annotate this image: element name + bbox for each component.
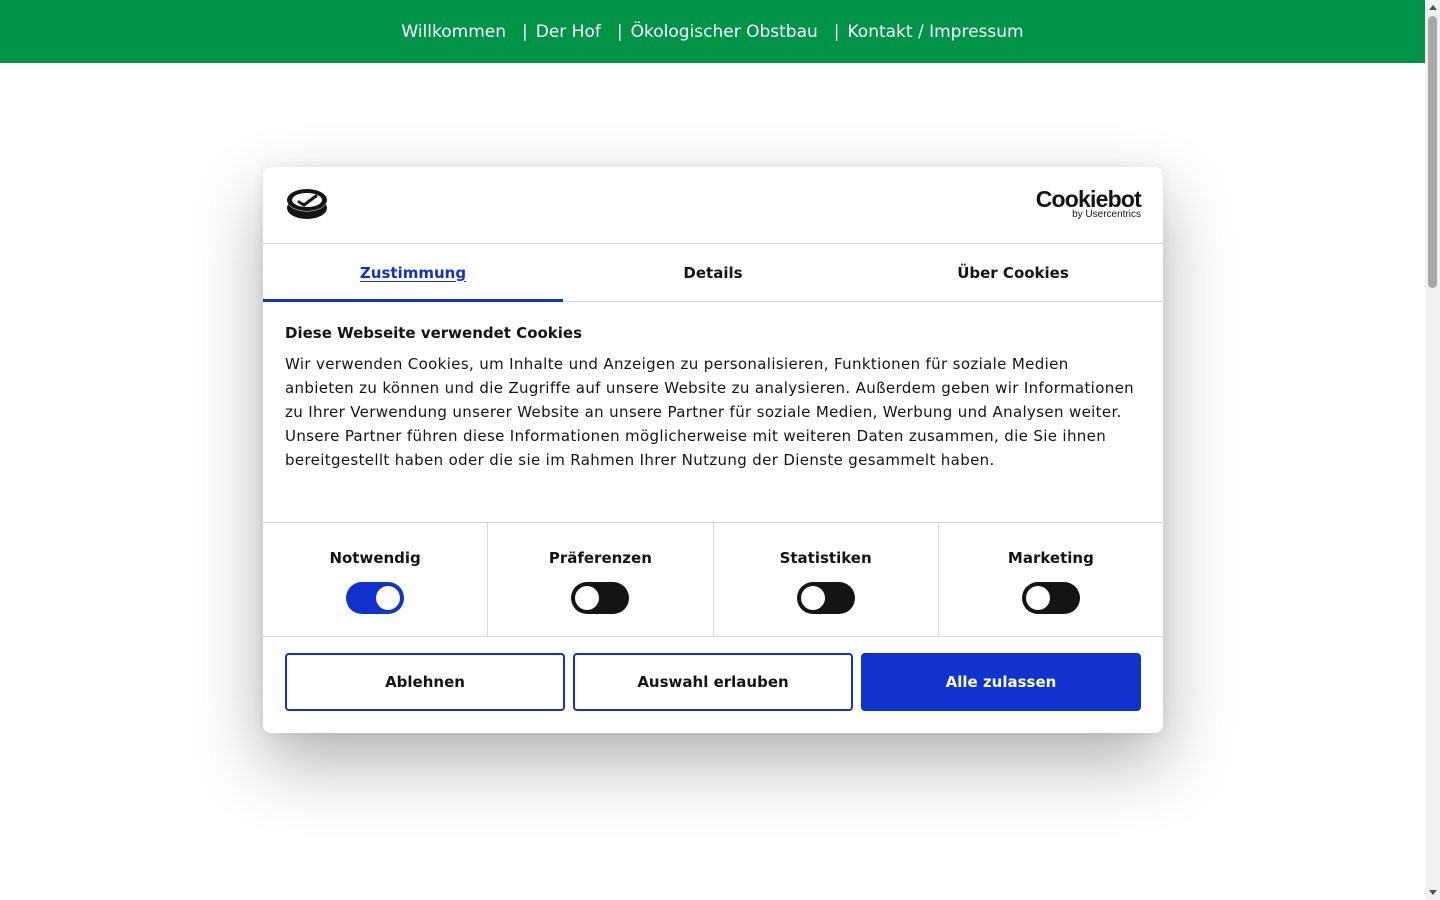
consent-description: Wir verwenden Cookies, um Inhalte und Anzeigen zu personalisieren, Funktionen für soziale Medien anbieten zu können und die Zugriffe auf unsere Website zu analysieren. Außerdem geben wir Informationen zu Ihrer Verwendung unserer Website an unsere Partner für soziale Medien, Werbung und Analysen weiter. Unsere Partner führen diese Informationen möglicherweise mit weiteren Daten zusammen, die Sie ihnen bereitgestellt haben oder die sie im Rahmen Ihrer Nutzung der Dienste gesammelt haben. — [285, 355, 1135, 469]
scrollbar-thumb[interactable] — [1428, 16, 1437, 288]
toggle-knob — [1026, 586, 1050, 610]
toggle-statistiken[interactable] — [797, 582, 855, 614]
allow-all-button[interactable]: Alle zulassen — [861, 653, 1141, 711]
tab-zustimmung[interactable]: Zustimmung — [263, 244, 563, 301]
consent-body — [263, 302, 1163, 523]
arrow-down-icon — [1429, 890, 1437, 895]
category-praeferenzen — [488, 523, 713, 636]
category-label: Notwendig — [329, 549, 421, 567]
consent-title: Diese Webseite verwendet Cookies — [285, 324, 583, 342]
cookiebot-brand-logo — [1036, 187, 1141, 220]
category-label: Statistiken — [779, 549, 872, 567]
allow-selection-button[interactable]: Auswahl erlauben — [573, 653, 853, 711]
category-statistiken — [714, 523, 939, 636]
category-notwendig — [263, 523, 488, 636]
category-marketing — [939, 523, 1163, 636]
toggle-praeferenzen[interactable] — [571, 582, 629, 614]
page-scrollbar[interactable] — [1425, 0, 1440, 900]
nav-link-der-hof[interactable]: Der Hof — [535, 21, 601, 42]
dialog-tabs — [263, 244, 1163, 302]
category-label: Marketing — [1007, 549, 1094, 567]
toggle-knob — [801, 586, 825, 610]
decline-button[interactable]: Ablehnen — [285, 653, 565, 711]
toggle-notwendig[interactable] — [346, 582, 404, 614]
tab-details[interactable]: Details — [683, 263, 743, 282]
toggle-knob — [376, 586, 400, 610]
consent-actions — [263, 637, 1163, 727]
brand-name: Cookiebot — [1035, 186, 1141, 212]
arrow-up-icon — [1429, 5, 1437, 10]
cookie-categories — [263, 523, 1163, 637]
nav-link-willkommen[interactable]: Willkommen — [401, 21, 506, 42]
category-label: Präferenzen — [548, 549, 652, 567]
toggle-marketing[interactable] — [1022, 582, 1080, 614]
dialog-header — [263, 167, 1163, 244]
nav-link-oekologischer-obstbau[interactable]: Ökologischer Obstbau — [630, 21, 818, 42]
tab-ueber-cookies[interactable]: Über Cookies — [957, 263, 1069, 282]
nav-link-kontakt-impressum[interactable]: Kontakt / Impressum — [847, 21, 1024, 42]
nav-separator: | — [616, 21, 623, 42]
scroll-down-button[interactable] — [1425, 885, 1440, 900]
nav-separator: | — [522, 21, 528, 42]
brand-subtitle: by Usercentrics — [1072, 209, 1141, 220]
cookie-consent-dialog — [263, 167, 1163, 733]
top-navigation — [0, 0, 1425, 63]
cookie-logo-icon — [285, 187, 329, 221]
toggle-knob — [575, 586, 599, 610]
nav-separator: | — [833, 21, 840, 42]
scroll-up-button[interactable] — [1425, 0, 1440, 15]
